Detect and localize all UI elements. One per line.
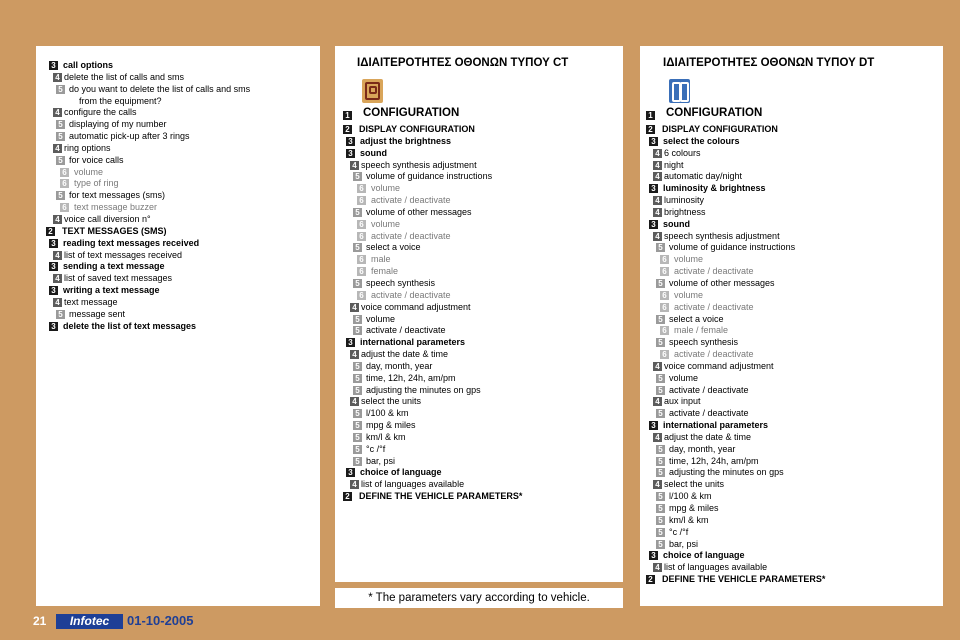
level-badge: 5 bbox=[353, 457, 362, 466]
dt-menu-item-label: list of languages available bbox=[664, 562, 768, 573]
level-badge: 5 bbox=[656, 386, 665, 395]
level-badge: 4 bbox=[53, 215, 62, 224]
left-menu-item-label: list of text messages received bbox=[64, 249, 183, 260]
level-badge: 3 bbox=[649, 137, 658, 146]
ct-menu-item-label: mpg & miles bbox=[366, 420, 416, 431]
ct-menu-item-label: day, month, year bbox=[366, 360, 433, 371]
ct-menu-item-label: DEFINE THE VEHICLE PARAMETERS* bbox=[359, 491, 523, 502]
left-menu-item-label: reading text messages received bbox=[63, 237, 200, 248]
level-badge: 1 bbox=[343, 111, 352, 120]
dt-menu-item-label: male / female bbox=[674, 325, 729, 336]
level-badge: 5 bbox=[656, 374, 665, 383]
ct-menu-item-label: activate / deactivate bbox=[371, 289, 451, 300]
dt-title: ΙΔΙΑΙΤΕΡΟΤΗΤΕΣ ΟΘΟΝΩΝ ΤΥΠΟΥ DT bbox=[663, 57, 875, 69]
level-badge: 3 bbox=[49, 61, 58, 70]
dt-screen-column bbox=[640, 46, 943, 606]
ct-menu-item-label: volume bbox=[371, 218, 401, 229]
ct-menu-item-label: activate / deactivate bbox=[366, 325, 446, 336]
ct-menu-item-label: female bbox=[371, 266, 399, 277]
dt-menu-item-label: international parameters bbox=[663, 420, 769, 431]
ct-menu-item-label: adjusting the minutes on gps bbox=[366, 384, 481, 395]
level-badge: 4 bbox=[653, 362, 662, 371]
level-badge: 4 bbox=[350, 303, 359, 312]
level-badge: 3 bbox=[49, 239, 58, 248]
level-badge: 4 bbox=[653, 196, 662, 205]
level-badge: 5 bbox=[56, 156, 65, 165]
ct-menu-item-label: volume bbox=[371, 183, 401, 194]
level-badge: 5 bbox=[656, 540, 665, 549]
level-badge: 4 bbox=[53, 73, 62, 82]
level-badge: 4 bbox=[53, 144, 62, 153]
ct-menu-item-label: °c /°f bbox=[366, 443, 386, 454]
level-badge: 6 bbox=[660, 267, 669, 276]
level-badge: 6 bbox=[357, 267, 366, 276]
level-badge: 4 bbox=[53, 298, 62, 307]
level-badge: 1 bbox=[646, 111, 655, 120]
ct-menu-item-label: DISPLAY CONFIGURATION bbox=[359, 124, 475, 134]
dt-menu-item-label: voice command adjustment bbox=[664, 360, 774, 371]
dt-menu-item-label: km/l & km bbox=[669, 514, 709, 525]
page-number: 21 bbox=[33, 614, 47, 628]
level-badge: 3 bbox=[49, 322, 58, 331]
level-badge: 5 bbox=[656, 409, 665, 418]
level-badge: 3 bbox=[346, 149, 355, 158]
level-badge: 5 bbox=[353, 374, 362, 383]
left-menu-item-label: list of saved text messages bbox=[64, 273, 173, 284]
level-badge: 5 bbox=[56, 191, 65, 200]
level-badge: 3 bbox=[346, 338, 355, 347]
level-badge: 4 bbox=[653, 208, 662, 217]
level-badge: 5 bbox=[656, 468, 665, 477]
dt-menu-item-label: luminosity & brightness bbox=[663, 183, 766, 194]
dt-menu-item-label: activate / deactivate bbox=[669, 384, 749, 395]
level-badge: 4 bbox=[350, 397, 359, 406]
left-menu-item-label: message sent bbox=[69, 308, 126, 319]
ct-menu-item-label: adjust the brightness bbox=[360, 135, 452, 146]
level-badge: 2 bbox=[646, 125, 655, 134]
level-badge: 6 bbox=[357, 196, 366, 205]
level-badge: 4 bbox=[350, 350, 359, 359]
level-badge: 5 bbox=[656, 457, 665, 466]
level-badge: 4 bbox=[653, 433, 662, 442]
left-menu-item-label: type of ring bbox=[74, 178, 119, 189]
dt-menu-item-label: 6 colours bbox=[664, 147, 701, 158]
ct-menu-item-label: bar, psi bbox=[366, 455, 396, 466]
dt-menu-item-label: night bbox=[664, 159, 684, 170]
left-menu-item-label: for text messages (sms) bbox=[69, 190, 166, 201]
level-badge: 5 bbox=[56, 85, 65, 94]
left-menu-item-label: displaying of my number bbox=[69, 119, 167, 130]
ct-menu-item-label: male bbox=[371, 254, 391, 265]
level-badge: 3 bbox=[649, 551, 658, 560]
dt-menu-item-label: brightness bbox=[664, 206, 706, 217]
level-badge: 5 bbox=[656, 279, 665, 288]
dt-menu-item-label: choice of language bbox=[663, 550, 745, 561]
ct-title: ΙΔΙΑΙΤΕΡΟΤΗΤΕΣ ΟΘΟΝΩΝ ΤΥΠΟΥ CT bbox=[357, 57, 569, 69]
dt-menu-item-label: bar, psi bbox=[669, 538, 699, 549]
ct-menu-item-label: activate / deactivate bbox=[371, 230, 451, 241]
level-badge: 3 bbox=[49, 286, 58, 295]
footnote-box bbox=[335, 588, 623, 608]
ct-menu-item-label: choice of language bbox=[360, 467, 442, 478]
level-badge: 6 bbox=[660, 255, 669, 264]
level-badge: 3 bbox=[346, 137, 355, 146]
level-badge: 6 bbox=[660, 303, 669, 312]
level-badge: 4 bbox=[653, 161, 662, 170]
level-badge: 5 bbox=[656, 492, 665, 501]
dt-menu-item-label: adjusting the minutes on gps bbox=[669, 467, 784, 478]
level-badge: 5 bbox=[656, 338, 665, 347]
level-badge: 5 bbox=[353, 208, 362, 217]
dt-menu-item-label: volume bbox=[674, 254, 704, 265]
dt-menu-item-label: adjust the date & time bbox=[664, 431, 752, 442]
left-menu-item-label: call options bbox=[63, 60, 114, 70]
ct-screen-icon bbox=[362, 79, 383, 103]
level-badge: 5 bbox=[353, 326, 362, 335]
level-badge: 2 bbox=[46, 227, 55, 236]
footnote: * The parameters vary according to vehicle. bbox=[368, 592, 590, 604]
ct-menu-item-label: CONFIGURATION bbox=[363, 107, 460, 119]
level-badge: 6 bbox=[357, 232, 366, 241]
level-badge: 5 bbox=[656, 445, 665, 454]
level-badge: 5 bbox=[656, 504, 665, 513]
level-badge: 6 bbox=[660, 291, 669, 300]
ct-menu-item-label: volume bbox=[366, 313, 396, 324]
level-badge: 6 bbox=[60, 179, 69, 188]
dt-menu-item-label: volume bbox=[669, 372, 699, 383]
level-badge: 4 bbox=[653, 397, 662, 406]
level-badge: 3 bbox=[649, 421, 658, 430]
left-menu-item-label: writing a text message bbox=[63, 285, 160, 296]
level-badge: 4 bbox=[350, 480, 359, 489]
dt-menu-item-label: select the colours bbox=[663, 135, 740, 146]
level-badge: 5 bbox=[353, 279, 362, 288]
level-badge: 5 bbox=[656, 243, 665, 252]
dt-menu-item-label: activate / deactivate bbox=[669, 408, 749, 419]
dt-menu-item-label: select the units bbox=[664, 479, 725, 490]
ct-menu-item-label: sound bbox=[360, 147, 387, 158]
level-badge: 2 bbox=[343, 492, 352, 501]
left-menu-item-label: voice call diversion n° bbox=[64, 213, 151, 224]
dt-menu-item-label: activate / deactivate bbox=[674, 301, 754, 312]
level-badge: 6 bbox=[60, 203, 69, 212]
left-menu-item-label: do you want to delete the list of calls and sms bbox=[69, 83, 251, 94]
level-badge: 5 bbox=[656, 516, 665, 525]
level-badge: 4 bbox=[53, 108, 62, 117]
level-badge: 4 bbox=[653, 149, 662, 158]
level-badge: 3 bbox=[49, 262, 58, 271]
left-menu-item-label: configure the calls bbox=[64, 107, 137, 118]
level-badge: 5 bbox=[353, 421, 362, 430]
left-menu-item-label: for voice calls bbox=[69, 154, 124, 165]
level-badge: 4 bbox=[653, 172, 662, 181]
level-badge: 5 bbox=[353, 409, 362, 418]
dt-menu-item-label: speech synthesis bbox=[669, 337, 739, 348]
level-badge: 5 bbox=[353, 445, 362, 454]
dt-menu-item-label: automatic day/night bbox=[664, 171, 743, 182]
level-badge: 6 bbox=[660, 350, 669, 359]
ct-menu-item-label: km/l & km bbox=[366, 431, 406, 442]
level-badge: 5 bbox=[353, 433, 362, 442]
left-menu-item-label: text message buzzer bbox=[74, 202, 158, 213]
level-badge: 5 bbox=[353, 315, 362, 324]
dt-menu-item-label: aux input bbox=[664, 396, 701, 407]
level-badge: 2 bbox=[646, 575, 655, 584]
dt-menu-item-label: time, 12h, 24h, am/pm bbox=[669, 455, 759, 466]
level-badge: 2 bbox=[343, 125, 352, 134]
level-badge: 6 bbox=[357, 220, 366, 229]
level-badge: 5 bbox=[56, 120, 65, 129]
level-badge: 4 bbox=[653, 232, 662, 241]
level-badge: 3 bbox=[649, 184, 658, 193]
level-badge: 6 bbox=[357, 291, 366, 300]
level-badge: 4 bbox=[653, 563, 662, 572]
left-menu-item-label: sending a text message bbox=[63, 261, 165, 272]
left-menu-item-label: text message bbox=[64, 296, 118, 307]
ct-menu-item-label: volume of other messages bbox=[366, 206, 472, 217]
ct-menu-item-label: select a voice bbox=[366, 242, 421, 253]
level-badge: 5 bbox=[353, 362, 362, 371]
level-badge: 4 bbox=[350, 161, 359, 170]
level-badge: 6 bbox=[660, 326, 669, 335]
ct-menu-item-label: adjust the date & time bbox=[361, 349, 449, 360]
level-badge: 6 bbox=[60, 168, 69, 177]
left-menu-item-label: volume bbox=[74, 166, 104, 177]
ct-menu-item-label: speech synthesis adjustment bbox=[361, 159, 477, 170]
level-badge: 4 bbox=[53, 251, 62, 260]
ct-menu-item-label: volume of guidance instructions bbox=[366, 171, 493, 182]
level-badge: 5 bbox=[353, 243, 362, 252]
level-badge: 6 bbox=[357, 184, 366, 193]
dt-menu-item-label: volume of guidance instructions bbox=[669, 242, 796, 253]
ct-menu-item-label: speech synthesis bbox=[366, 277, 436, 288]
dt-menu-item-label: activate / deactivate bbox=[674, 266, 754, 277]
dt-menu-item-label: volume bbox=[674, 289, 704, 300]
dt-menu-item-label: sound bbox=[663, 218, 690, 229]
dt-menu-item-label: select a voice bbox=[669, 313, 724, 324]
dt-menu-item-label: mpg & miles bbox=[669, 503, 719, 513]
dt-screen-icon bbox=[669, 79, 690, 103]
dt-menu-item-label: activate / deactivate bbox=[674, 349, 754, 360]
level-badge: 5 bbox=[353, 386, 362, 395]
dt-menu-item-label: °c /°f bbox=[669, 526, 689, 537]
left-menu-item-label: TEXT MESSAGES (SMS) bbox=[62, 225, 167, 236]
level-badge: 3 bbox=[346, 468, 355, 477]
dt-menu-item-label: DISPLAY CONFIGURATION bbox=[662, 124, 778, 134]
ct-menu-item-label: select the units bbox=[361, 396, 422, 407]
dt-menu-item-label: luminosity bbox=[664, 195, 705, 206]
level-badge: 4 bbox=[653, 480, 662, 489]
left-menu-item-label: ring options bbox=[64, 142, 111, 153]
ct-menu-item-label: activate / deactivate bbox=[371, 195, 451, 206]
dt-menu-item-label: day, month, year bbox=[669, 443, 736, 454]
left-menu-item-label: delete the list of text messages bbox=[63, 320, 197, 331]
dt-menu-item-label: CONFIGURATION bbox=[666, 107, 763, 119]
print-date: 01-10-2005 bbox=[127, 613, 194, 628]
ct-screen-column bbox=[335, 46, 623, 582]
dt-menu-item-label: l/100 & km bbox=[669, 491, 712, 502]
ct-menu-item-label: l/100 & km bbox=[366, 408, 409, 419]
level-badge: 5 bbox=[56, 132, 65, 141]
level-badge: 5 bbox=[353, 172, 362, 181]
left-column bbox=[36, 46, 320, 606]
ct-menu-item-label: international parameters bbox=[360, 337, 466, 348]
dt-menu-item-label: volume of other messages bbox=[669, 277, 775, 288]
ct-menu-item-label: time, 12h, 24h, am/pm bbox=[366, 372, 456, 383]
dt-menu-item-label: DEFINE THE VEHICLE PARAMETERS* bbox=[662, 574, 826, 585]
level-badge: 3 bbox=[649, 220, 658, 229]
level-badge: 4 bbox=[53, 274, 62, 283]
left-menu-item-label: delete the list of calls and sms bbox=[64, 71, 185, 82]
level-badge: 5 bbox=[656, 315, 665, 324]
level-badge: 5 bbox=[656, 528, 665, 537]
level-badge: 5 bbox=[56, 310, 65, 319]
ct-menu-item-label: voice command adjustment bbox=[361, 301, 471, 312]
left-menu-item-label: automatic pick-up after 3 rings bbox=[69, 131, 190, 142]
level-badge: 6 bbox=[357, 255, 366, 264]
infotec-logo: Infotec bbox=[56, 614, 123, 629]
dt-menu-item-label: speech synthesis adjustment bbox=[664, 230, 780, 241]
left-menu-item-label: from the equipment? bbox=[79, 95, 162, 106]
ct-menu-item-label: list of languages available bbox=[361, 479, 465, 490]
